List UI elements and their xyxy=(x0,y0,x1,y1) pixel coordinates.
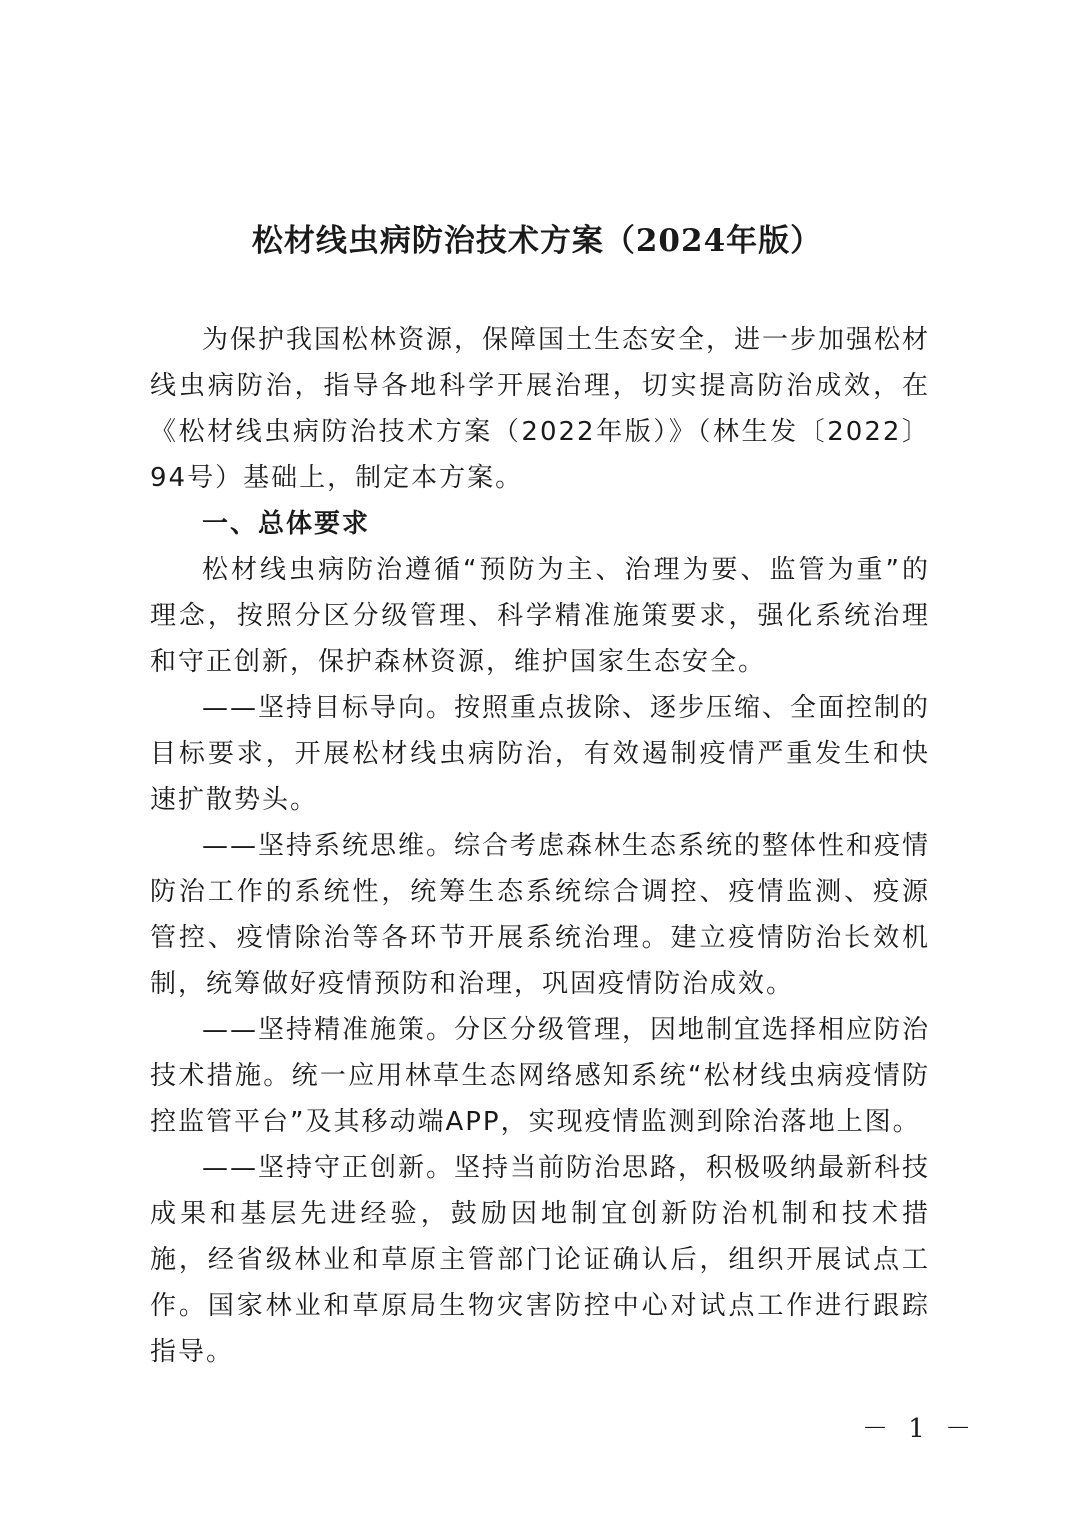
body-paragraph: 松材线虫病防治遵循“预防为主、治理为要、监管为重”的理念，按照分区分级管理、科学精准施策要求，强化系统治理和守正创新，保护森林资源，维护国家生态安全。 xyxy=(150,555,930,677)
page-number: － 1 － xyxy=(862,1414,978,1444)
document-body xyxy=(150,317,930,1375)
body-paragraph: ——坚持精准施策。分区分级管理，因地制宜选择相应防治技术措施。统一应用林草生态网络感知系统“松材线虫病疫情防控监管平台”及其移动端APP，实现疫情监测到除治落地上图。 xyxy=(150,1015,931,1137)
body-paragraph: ——坚持守正创新。坚持当前防治思路，积极吸纳最新科技成果和基层先进经验，鼓励因地制宜创新防治机制和技术措施，经省级林业和草原主管部门论证确认后，组织开展试点工作。国家林业和草原局生物灾害防控中心对试点工作进行跟踪指导。 xyxy=(150,1153,931,1367)
body-paragraph: ——坚持系统思维。综合考虑森林生态系统的整体性和疫情防治工作的系统性，统筹生态系统综合调控、疫情监测、疫源管控、疫情除治等各环节开展系统治理。建立疫情防治长效机制，统筹做好疫情预防和治理，巩固疫情防治成效。 xyxy=(150,831,931,999)
section-heading: 一、总体要求 xyxy=(202,509,371,539)
intro-paragraph: 为保护我国松林资源，保障国土生态安全，进一步加强松材线虫病防治，指导各地科学开展治理，切实提高防治成效，在《松材线虫病防治技术方案（2022年版）》（林生发〔2022〕94号）基础上，制定本方案。 xyxy=(150,325,931,493)
body-paragraph: ——坚持目标导向。按照重点拔除、逐步压缩、全面控制的目标要求，开展松材线虫病防治，有效遏制疫情严重发生和快速扩散势头。 xyxy=(150,693,931,815)
document-title: 松材线虫病防治技术方案（2024年版） xyxy=(251,223,823,259)
